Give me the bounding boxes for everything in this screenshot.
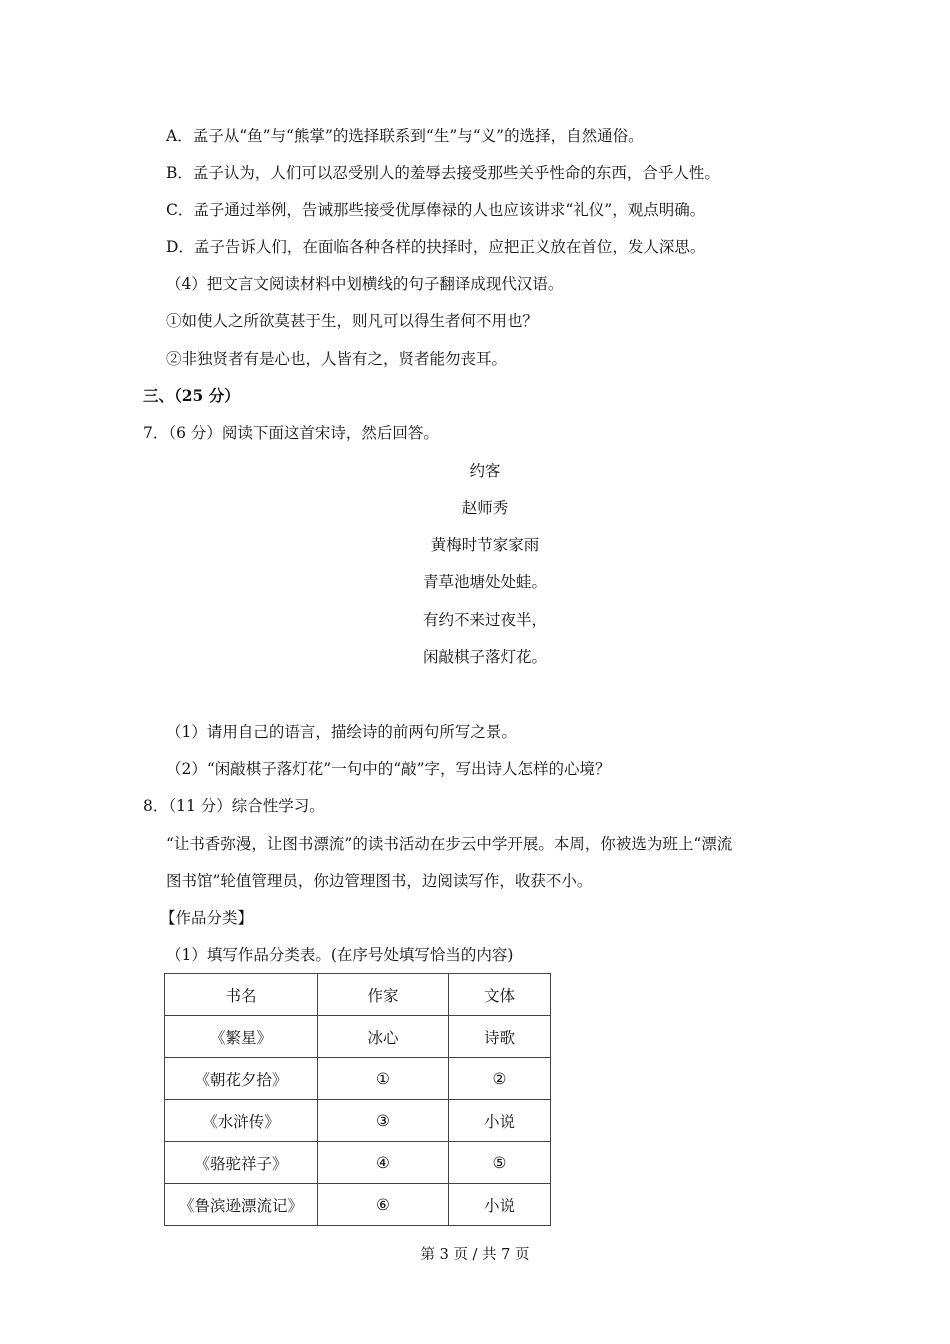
- header-book-title: 书名: [165, 974, 318, 1016]
- poem-line-1: 黄梅时节家家雨: [430, 536, 540, 554]
- poem-line-2: 青草池塘处处蛙。: [422, 573, 547, 591]
- cell-genre: 小说: [449, 1184, 551, 1226]
- option-b: B．孟子认为，人们可以忍受别人的羞辱去接受那些关乎性命的东西，合乎人性。: [166, 164, 720, 182]
- cell-genre: 诗歌: [449, 1016, 551, 1058]
- cell-book: 《繁星》: [165, 1016, 318, 1058]
- option-a: A．孟子从“鱼”与“熊掌”的选择联系到“生”与“义”的选择，自然通俗。: [166, 127, 644, 145]
- q8-section-title: 【作品分类】: [160, 909, 254, 927]
- table-row: [165, 1016, 551, 1058]
- q8-intro-2: 图书馆”轮值管理员，你边管理图书，边阅读写作，收获不小。: [166, 872, 593, 890]
- table-row: [165, 1142, 551, 1184]
- q8-intro-1: “让书香弥漫，让图书漂流”的读书活动在步云中学开展。本周，你被选为班上“漂流: [166, 835, 733, 853]
- poem-line-4: 闲敲棋子落灯花。: [422, 648, 547, 666]
- q7-header: 7．（6 分）阅读下面这首宋诗，然后回答。: [143, 424, 439, 442]
- poem-title: 约客: [469, 462, 501, 480]
- q4-sentence-2: ②非独贤者有是心也，人皆有之，贤者能勿丧耳。: [166, 350, 508, 368]
- cell-author: 冰心: [318, 1016, 449, 1058]
- cell-author: ③: [318, 1100, 449, 1142]
- cell-author: ⑥: [318, 1184, 449, 1226]
- cell-author: ①: [318, 1058, 449, 1100]
- table-header-row: [165, 974, 551, 1016]
- q7-sub-2: （2）“闲敲棋子落灯花”一句中的“敲”字，写出诗人怎样的心境？: [166, 760, 611, 778]
- q4-sentence-1: ①如使人之所欲莫甚于生，则凡可以得生者何不用也？: [166, 312, 539, 330]
- cell-book: 《水浒传》: [165, 1100, 318, 1142]
- classification-table: [164, 973, 551, 1226]
- cell-genre: 小说: [449, 1100, 551, 1142]
- q4-prompt: （4）把文言文阅读材料中划横线的句子翻译成现代汉语。: [166, 275, 564, 293]
- cell-book: 《骆驼祥子》: [165, 1142, 318, 1184]
- poem-line-3: 有约不来过夜半，: [422, 611, 547, 629]
- cell-genre: ②: [449, 1058, 551, 1100]
- table-row: [165, 1058, 551, 1100]
- table-row: [165, 1100, 551, 1142]
- table-row: [165, 1184, 551, 1226]
- cell-book: 《鲁滨逊漂流记》: [165, 1184, 318, 1226]
- cell-genre: ⑤: [449, 1142, 551, 1184]
- poem-author: 赵师秀: [461, 499, 509, 517]
- cell-book: 《朝花夕拾》: [165, 1058, 318, 1100]
- q7-sub-1: （1）请用自己的语言，描绘诗的前两句所写之景。: [166, 723, 517, 741]
- page-footer: 第 3 页 / 共 7 页: [420, 1247, 530, 1263]
- header-genre: 文体: [449, 974, 551, 1016]
- section-3-heading: 三、（25 分）: [143, 386, 240, 405]
- cell-author: ④: [318, 1142, 449, 1184]
- q8-sub-1: （1）填写作品分类表。(在序号处填写恰当的内容): [166, 946, 514, 964]
- q8-header: 8．（11 分）综合性学习。: [143, 797, 325, 815]
- option-d: D．孟子告诉人们，在面临各种各样的抉择时，应把正义放在首位，发人深思。: [166, 238, 706, 256]
- option-c: C．孟子通过举例，告诫那些接受优厚俸禄的人也应该讲求“礼仪”，观点明确。: [166, 201, 706, 219]
- header-author: 作家: [318, 974, 449, 1016]
